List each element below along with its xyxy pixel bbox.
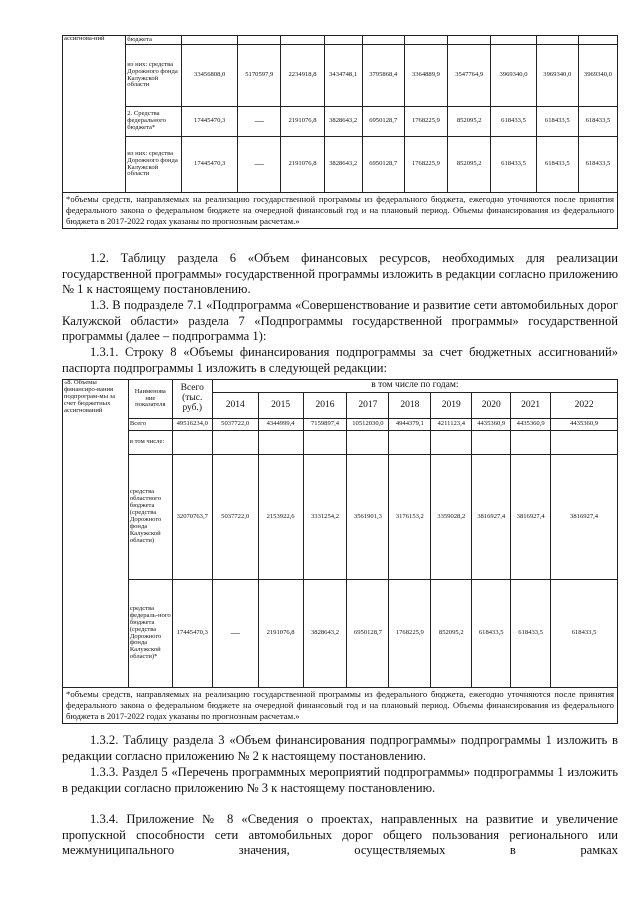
table-row: в том числе:	[63, 431, 618, 455]
paragraph-1-3-1: 1.3.1. Строку 8 «Объемы финансирования подпрограммы за счет бюджетных ассигнований» паспорта подпрограммы 1 изложить в следующей редакции:	[62, 345, 618, 375]
table-row: Всего 49516234,0 5037722,0 4344999,4 7159897,4 10512030,0 4944379,1 4211123,4 4435360,9 4435360,9 4435360,9	[63, 419, 618, 431]
t2-header-name: Наименова ние показателя	[128, 380, 172, 419]
year-header: 2015	[258, 393, 303, 419]
year-header: 2022	[551, 393, 618, 419]
table-row: средства областного бюджета (средства Дорожного фонда Калужской области) 32070763,7 5037722,0 2153922,6 3331254,2 3561901,3 3176153,2 3359028,2 3816927,4 3816927,4 3816927,4	[63, 455, 618, 580]
t1-row0-label: бюджета	[126, 36, 182, 45]
table-row: 2. Средства федерального бюджета* 17445470,3 — 2191076,8 3828643,2 6950128,7 1768225,9 852095,2 618433,5 618433,5 618433,5	[63, 107, 618, 137]
paragraph-1-3-3: 1.3.3. Раздел 5 «Перечень программных мероприятий подпрограммы» подпрограммы 1 изложить в редакции согласно приложению № 3 к настоящему постановлению.	[62, 765, 618, 795]
t2-footnote: *объемы средств, направляемых на реализацию государственной программы из федерального бюджета, ежегодно уточняются после принятия федерального закона о федеральном бюджете на очередной финансовый год и на плановый период. Объемы финансирования из федерального бюджета в 2017-2022 годах указаны по прогнозным расчетам.»	[63, 688, 618, 724]
year-header: 2019	[431, 393, 472, 419]
paragraph-1-3-2: 1.3.2. Таблицу раздела 3 «Объем финансирования подпрограммы» подпрограммы 1 изложить в редакции согласно приложению № 2 к настоящему постановлению.	[62, 733, 618, 763]
year-header: 2021	[511, 393, 551, 419]
t2-header-including: в том числе по годам:	[212, 380, 617, 393]
table-financing-continued	[62, 35, 618, 229]
t1-col1-label: ассигнова-ний	[63, 36, 126, 193]
t2-col1-label: «8. Объемы финансиро-вания подпрограм-мы за счет бюджетных ассигнований	[63, 380, 129, 688]
paragraph-1-3-4: 1.3.4. Приложение № 8 «Сведения о проектах, направленных на развитие и увеличение пропускной способности сети автомобильных дорог общего пользования регионального или межмуниципального значения, осуществляемых в рамках	[62, 812, 618, 858]
table-row: из них: средства Дорожного фонда Калужской области 17445470,3 — 2191076,8 3828643,2 6950128,7 1768225,9 852095,2 618433,5 618433,5 618433,5	[63, 137, 618, 193]
table-row: средства федераль-ного бюджета (средства Дорожного фонда Калужской области)* 17445470,3 — 2191076,8 3828643,2 6950128,7 1768225,9 852095,2 618433,5 618433,5 618433,5	[63, 580, 618, 688]
t2-header-total: Всего (тыс. руб.)	[172, 380, 212, 419]
year-header: 2016	[303, 393, 347, 419]
table-subprogram-financing	[62, 379, 618, 724]
table-row: из них: средства Дорожного фонда Калужской области 33456808,0 5170597,9 2234918,8 3434748,1 3795868,4 3364889,9 3547764,9 3969340,0 3969340,0 3969340,0	[63, 45, 618, 107]
year-header: 2020	[472, 393, 511, 419]
paragraph-1-3: 1.3. В подразделе 7.1 «Подпрограмма «Совершенствование и развитие сети автомобильных дорог Калужской области» раздела 7 «Подпрограммы государственной программы» государственной программы (далее – подпрограмма 1):	[62, 298, 618, 344]
t1-footnote: *объемы средств, направляемых на реализацию государственной программы из федерального бюджета, ежегодно уточняются после принятия федерального закона о федеральном бюджете на очередной финансовый год и на плановый период. Объемы финансирования из федерального бюджета в 2017-2022 годах указаны по прогнозным расчетам.»	[63, 193, 618, 229]
paragraph-1-2: 1.2. Таблицу раздела 6 «Объем финансовых ресурсов, необходимых для реализации государственной программы» государственной программы изложить в редакции согласно приложению № 1 к настоящему постановлению.	[62, 251, 618, 297]
year-header: 2014	[212, 393, 258, 419]
year-header: 2017	[347, 393, 389, 419]
year-header: 2018	[389, 393, 431, 419]
